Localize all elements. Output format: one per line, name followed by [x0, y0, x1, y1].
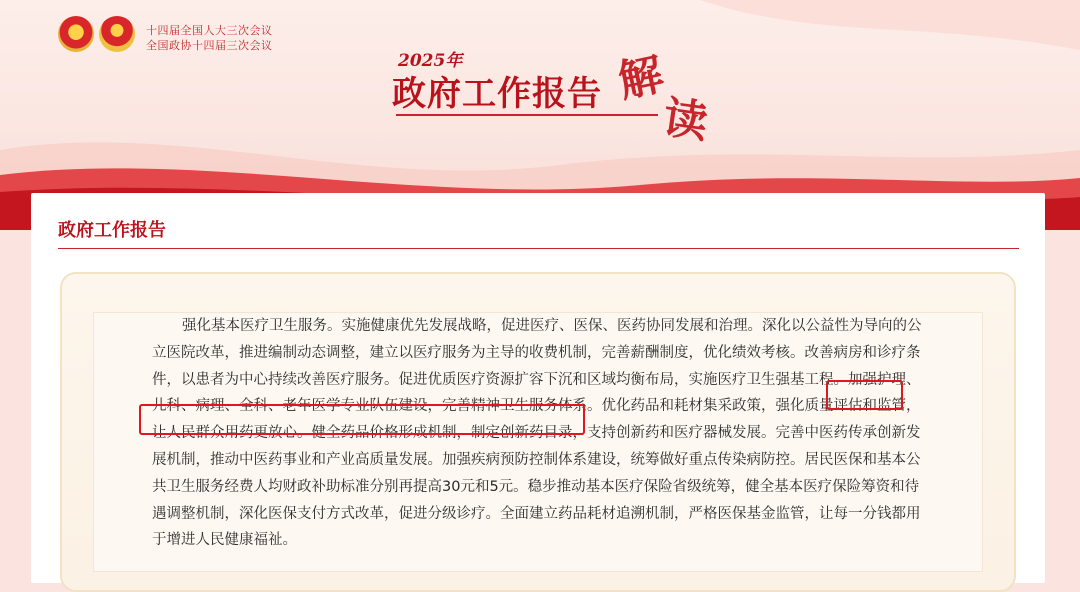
report-line: 强化基本医疗卫生服务。实施健康优先发展战略，促进医疗、医保、医药协同发展和治理。深化以公益性为导向的公 [182, 318, 922, 334]
report-line: 于增进人民健康福祉。 [152, 532, 297, 549]
banner-year: 2025年 [398, 51, 463, 71]
report-line: 让人民群众用药更放心。健全药品价格形成机制，制定创新药目录，支持创新药和医疗器械发展。完善中医药传承创新发 [152, 425, 921, 442]
report-line: 儿科、病理、全科、老年医学专业队伍建设，完善精神卫生服务体系。优化药品和耗材集采政策，强化质量评估和监管， [152, 398, 921, 415]
section-title: 政府工作报告 [58, 220, 166, 241]
banner-interpret-char-1: 解 [614, 48, 668, 108]
banner-title-underline [396, 114, 658, 116]
highlight-box-specialties [139, 404, 585, 435]
meeting-line-npc: 十四届全国人大三次会议 [146, 24, 273, 37]
cppcc-emblem-icon [99, 16, 135, 52]
banner-title: 政府工作报告 [392, 74, 602, 114]
report-line: 共卫生服务经费人均财政补助标准分别再提高30元和5元。稳步推动基本医疗保险省级统筹，健全基本医疗保险筹资和待 [152, 478, 920, 495]
highlight-box-nursing [826, 380, 903, 410]
banner-interpret-char-2: 读 [660, 92, 711, 149]
meeting-line-cppcc: 全国政协十四届三次会议 [146, 39, 273, 52]
national-emblem-icon [58, 16, 94, 52]
report-line: 立医院改革，推进编制动态调整，建立以医疗服务为主导的收费机制，完善薪酬制度，优化绩效考核。改善病房和诊疗条 [152, 344, 921, 361]
section-divider [58, 248, 1019, 249]
report-line: 遇调整机制，深化医保支付方式改革，促进分级诊疗。全面建立药品耗材追溯机制，严格医保基金监管，让每一分钱都用 [152, 505, 921, 522]
report-line: 展机制，推动中医药事业和产业高质量发展。加强疾病预防控制体系建设，统筹做好重点传染病防控。居民医保和基本公 [152, 451, 921, 468]
report-line: 件，以患者为中心持续改善医疗服务。促进优质医疗资源扩容下沉和区域均衡布局，实施医疗卫生强基工程。加强护理、 [152, 371, 921, 388]
